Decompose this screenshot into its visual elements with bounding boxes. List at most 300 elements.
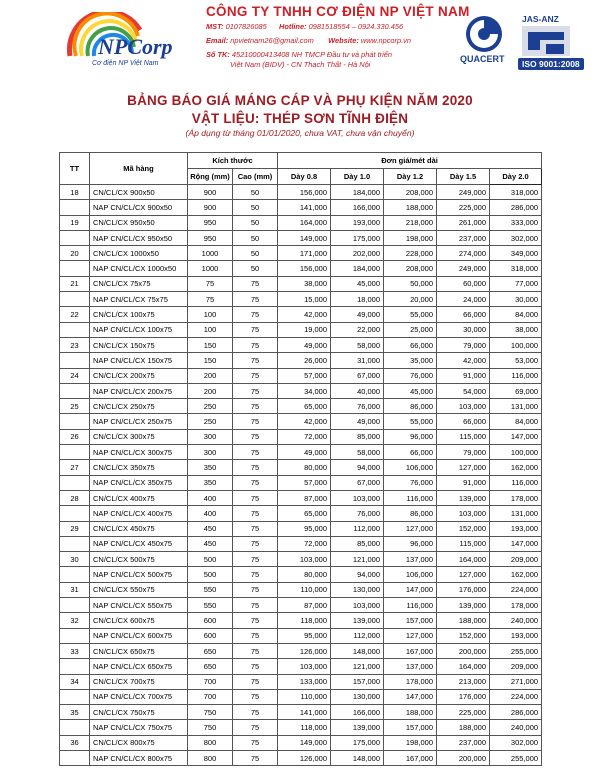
price-cell: 100,000 xyxy=(490,445,542,460)
price-cell: 209,000 xyxy=(490,659,542,674)
table-row xyxy=(60,292,542,307)
height-value: 75 xyxy=(233,337,278,352)
table-row xyxy=(60,750,542,765)
row-number: 35 xyxy=(60,705,90,720)
price-cell: 302,000 xyxy=(490,735,542,750)
price-cell: 175,000 xyxy=(331,230,384,245)
row-number xyxy=(60,506,90,521)
price-cell: 286,000 xyxy=(490,200,542,215)
table-row xyxy=(60,705,542,720)
price-cell: 38,000 xyxy=(490,322,542,337)
height-value: 75 xyxy=(233,598,278,613)
width-value: 200 xyxy=(188,383,233,398)
price-cell: 116,000 xyxy=(490,368,542,383)
price-cell: 95,000 xyxy=(278,628,331,643)
price-cell: 141,000 xyxy=(278,200,331,215)
price-cell: 141,000 xyxy=(278,705,331,720)
price-cell: 86,000 xyxy=(384,399,437,414)
height-value: 75 xyxy=(233,735,278,750)
price-cell: 103,000 xyxy=(278,552,331,567)
table-row xyxy=(60,567,542,582)
email-value: npvietnam26@gmail.com xyxy=(230,36,314,45)
width-value: 250 xyxy=(188,399,233,414)
price-cell: 237,000 xyxy=(437,735,490,750)
price-table xyxy=(59,152,542,766)
contact-line-2: Email: npvietnam26@gmail.com Website: www.npcorp.vn xyxy=(206,36,411,45)
table-row xyxy=(60,720,542,735)
width-value: 300 xyxy=(188,429,233,444)
price-cell: 133,000 xyxy=(278,674,331,689)
price-cell: 152,000 xyxy=(437,521,490,536)
price-cell: 255,000 xyxy=(490,750,542,765)
price-cell: 147,000 xyxy=(384,689,437,704)
product-code: NAP CN/CL/CX 500x75 xyxy=(90,567,188,582)
price-cell: 38,000 xyxy=(278,276,331,291)
price-cell: 66,000 xyxy=(437,307,490,322)
price-cell: 126,000 xyxy=(278,750,331,765)
row-number: 22 xyxy=(60,307,90,322)
height-value: 75 xyxy=(233,552,278,567)
table-row xyxy=(60,276,542,291)
price-cell: 188,000 xyxy=(384,200,437,215)
price-cell: 202,000 xyxy=(331,246,384,261)
height-value: 75 xyxy=(233,368,278,383)
price-cell: 53,000 xyxy=(490,353,542,368)
table-row xyxy=(60,368,542,383)
table-row xyxy=(60,674,542,689)
price-cell: 103,000 xyxy=(278,659,331,674)
width-value: 550 xyxy=(188,582,233,597)
table-row xyxy=(60,613,542,628)
price-cell: 103,000 xyxy=(437,506,490,521)
price-cell: 240,000 xyxy=(490,720,542,735)
table-row xyxy=(60,261,542,276)
height-value: 75 xyxy=(233,292,278,307)
width-value: 600 xyxy=(188,613,233,628)
price-cell: 188,000 xyxy=(437,720,490,735)
header-thickness: Dày 0.8 xyxy=(278,169,331,185)
product-code: NAP CN/CL/CX 400x75 xyxy=(90,506,188,521)
price-cell: 162,000 xyxy=(490,460,542,475)
row-number: 19 xyxy=(60,215,90,230)
price-cell: 139,000 xyxy=(437,490,490,505)
contact-line-1: MST: 0107826085 Hotline: 0981518554 – 0924.330.456 xyxy=(206,22,404,31)
price-cell: 55,000 xyxy=(384,307,437,322)
company-name: CÔNG TY TNHH CƠ ĐIỆN NP VIỆT NAM xyxy=(206,4,470,19)
price-cell: 209,000 xyxy=(490,552,542,567)
row-number xyxy=(60,750,90,765)
price-cell: 167,000 xyxy=(384,750,437,765)
price-cell: 147,000 xyxy=(490,429,542,444)
product-code: CN/CL/CX 350x75 xyxy=(90,460,188,475)
width-value: 1000 xyxy=(188,246,233,261)
price-cell: 166,000 xyxy=(331,200,384,215)
height-value: 75 xyxy=(233,536,278,551)
product-code: NAP CN/CL/CX 550x75 xyxy=(90,598,188,613)
width-value: 150 xyxy=(188,337,233,352)
width-value: 600 xyxy=(188,628,233,643)
product-code: NAP CN/CL/CX 200x75 xyxy=(90,383,188,398)
table-row xyxy=(60,582,542,597)
table-row xyxy=(60,460,542,475)
width-value: 700 xyxy=(188,689,233,704)
bank-line-1: Số TK: 45210000413408 NH TMCP Đầu tư và phát triển xyxy=(206,50,392,59)
row-number: 33 xyxy=(60,643,90,658)
price-cell: 333,000 xyxy=(490,215,542,230)
width-value: 950 xyxy=(188,230,233,245)
price-cell: 131,000 xyxy=(490,399,542,414)
height-value: 75 xyxy=(233,276,278,291)
row-number xyxy=(60,200,90,215)
height-value: 75 xyxy=(233,460,278,475)
price-cell: 178,000 xyxy=(490,598,542,613)
row-number: 32 xyxy=(60,613,90,628)
row-number xyxy=(60,720,90,735)
height-value: 75 xyxy=(233,643,278,658)
height-value: 75 xyxy=(233,674,278,689)
row-number: 20 xyxy=(60,246,90,261)
price-cell: 26,000 xyxy=(278,353,331,368)
height-value: 75 xyxy=(233,567,278,582)
price-cell: 67,000 xyxy=(331,368,384,383)
price-cell: 156,000 xyxy=(278,261,331,276)
price-cell: 18,000 xyxy=(331,292,384,307)
table-row xyxy=(60,598,542,613)
product-code: CN/CL/CX 700x75 xyxy=(90,674,188,689)
price-cell: 184,000 xyxy=(331,185,384,200)
price-cell: 112,000 xyxy=(331,628,384,643)
price-cell: 116,000 xyxy=(384,598,437,613)
price-cell: 171,000 xyxy=(278,246,331,261)
row-number xyxy=(60,322,90,337)
price-cell: 110,000 xyxy=(278,689,331,704)
product-code: CN/CL/CX 450x75 xyxy=(90,521,188,536)
height-value: 75 xyxy=(233,414,278,429)
price-cell: 147,000 xyxy=(490,536,542,551)
product-code: NAP CN/CL/CX 750x75 xyxy=(90,720,188,735)
price-cell: 318,000 xyxy=(490,261,542,276)
price-cell: 19,000 xyxy=(278,322,331,337)
price-cell: 20,000 xyxy=(384,292,437,307)
price-cell: 66,000 xyxy=(384,337,437,352)
table-row xyxy=(60,383,542,398)
price-cell: 218,000 xyxy=(384,215,437,230)
price-cell: 40,000 xyxy=(331,383,384,398)
price-cell: 58,000 xyxy=(331,445,384,460)
row-number xyxy=(60,414,90,429)
price-cell: 54,000 xyxy=(437,383,490,398)
width-value: 900 xyxy=(188,200,233,215)
product-code: CN/CL/CX 250x75 xyxy=(90,399,188,414)
height-value: 75 xyxy=(233,429,278,444)
height-value: 75 xyxy=(233,490,278,505)
price-cell: 157,000 xyxy=(331,674,384,689)
price-cell: 274,000 xyxy=(437,246,490,261)
width-value: 250 xyxy=(188,414,233,429)
product-code: NAP CN/CL/CX 1000x50 xyxy=(90,261,188,276)
price-cell: 49,000 xyxy=(331,414,384,429)
price-cell: 94,000 xyxy=(331,567,384,582)
price-cell: 184,000 xyxy=(331,261,384,276)
price-cell: 15,000 xyxy=(278,292,331,307)
width-value: 950 xyxy=(188,215,233,230)
width-value: 900 xyxy=(188,185,233,200)
price-cell: 208,000 xyxy=(384,185,437,200)
price-cell: 148,000 xyxy=(331,750,384,765)
height-value: 75 xyxy=(233,399,278,414)
price-cell: 137,000 xyxy=(384,659,437,674)
width-value: 650 xyxy=(188,659,233,674)
price-cell: 131,000 xyxy=(490,506,542,521)
product-code: CN/CL/CX 200x75 xyxy=(90,368,188,383)
row-number xyxy=(60,475,90,490)
price-cell: 116,000 xyxy=(490,475,542,490)
price-cell: 84,000 xyxy=(490,414,542,429)
width-value: 650 xyxy=(188,643,233,658)
width-value: 75 xyxy=(188,276,233,291)
price-cell: 86,000 xyxy=(384,506,437,521)
price-cell: 49,000 xyxy=(278,337,331,352)
header-height: Cao (mm) xyxy=(233,169,278,185)
price-cell: 126,000 xyxy=(278,643,331,658)
price-cell: 30,000 xyxy=(490,292,542,307)
price-cell: 45,000 xyxy=(384,383,437,398)
price-cell: 224,000 xyxy=(490,582,542,597)
product-code: CN/CL/CX 550x75 xyxy=(90,582,188,597)
width-value: 500 xyxy=(188,552,233,567)
price-cell: 175,000 xyxy=(331,735,384,750)
height-value: 50 xyxy=(233,215,278,230)
price-cell: 198,000 xyxy=(384,230,437,245)
product-code: CN/CL/CX 400x75 xyxy=(90,490,188,505)
height-value: 75 xyxy=(233,720,278,735)
table-row xyxy=(60,689,542,704)
price-cell: 76,000 xyxy=(384,475,437,490)
price-cell: 80,000 xyxy=(278,567,331,582)
row-number xyxy=(60,536,90,551)
price-cell: 148,000 xyxy=(331,643,384,658)
mst-value: 0107826085 xyxy=(225,22,267,31)
price-cell: 118,000 xyxy=(278,720,331,735)
price-cell: 91,000 xyxy=(437,475,490,490)
table-row xyxy=(60,643,542,658)
width-value: 450 xyxy=(188,536,233,551)
price-cell: 237,000 xyxy=(437,230,490,245)
table-row xyxy=(60,628,542,643)
product-code: CN/CL/CX 600x75 xyxy=(90,613,188,628)
price-cell: 193,000 xyxy=(490,628,542,643)
price-cell: 127,000 xyxy=(437,460,490,475)
price-cell: 208,000 xyxy=(384,261,437,276)
price-cell: 58,000 xyxy=(331,337,384,352)
height-value: 50 xyxy=(233,261,278,276)
height-value: 75 xyxy=(233,613,278,628)
price-cell: 137,000 xyxy=(384,552,437,567)
table-row xyxy=(60,735,542,750)
product-code: NAP CN/CL/CX 650x75 xyxy=(90,659,188,674)
height-value: 50 xyxy=(233,200,278,215)
row-number xyxy=(60,567,90,582)
row-number: 24 xyxy=(60,368,90,383)
price-cell: 76,000 xyxy=(331,506,384,521)
quacert-iso-badge xyxy=(456,10,586,72)
price-cell: 178,000 xyxy=(490,490,542,505)
product-code: CN/CL/CX 650x75 xyxy=(90,643,188,658)
price-cell: 31,000 xyxy=(331,353,384,368)
row-number: 27 xyxy=(60,460,90,475)
table-row xyxy=(60,399,542,414)
price-cell: 176,000 xyxy=(437,689,490,704)
height-value: 50 xyxy=(233,246,278,261)
row-number: 34 xyxy=(60,674,90,689)
price-cell: 121,000 xyxy=(331,659,384,674)
price-cell: 85,000 xyxy=(331,429,384,444)
table-row xyxy=(60,536,542,551)
price-cell: 249,000 xyxy=(437,185,490,200)
table-row xyxy=(60,490,542,505)
price-cell: 85,000 xyxy=(331,536,384,551)
width-value: 350 xyxy=(188,475,233,490)
row-number xyxy=(60,659,90,674)
row-number: 21 xyxy=(60,276,90,291)
header-thickness-selected: Dày 2.0 xyxy=(490,169,542,185)
price-cell: 22,000 xyxy=(331,322,384,337)
table-row xyxy=(60,215,542,230)
price-cell: 164,000 xyxy=(278,215,331,230)
table-row xyxy=(60,337,542,352)
row-number xyxy=(60,598,90,613)
height-value: 75 xyxy=(233,689,278,704)
price-cell: 139,000 xyxy=(331,720,384,735)
price-cell: 76,000 xyxy=(384,368,437,383)
height-value: 75 xyxy=(233,475,278,490)
table-row xyxy=(60,659,542,674)
table-row xyxy=(60,185,542,200)
price-cell: 225,000 xyxy=(437,705,490,720)
row-number: 26 xyxy=(60,429,90,444)
width-value: 500 xyxy=(188,567,233,582)
price-cell: 66,000 xyxy=(437,414,490,429)
price-cell: 224,000 xyxy=(490,689,542,704)
product-code: NAP CN/CL/CX 350x75 xyxy=(90,475,188,490)
price-cell: 69,000 xyxy=(490,383,542,398)
row-number: 18 xyxy=(60,185,90,200)
product-code: NAP CN/CL/CX 300x75 xyxy=(90,445,188,460)
product-code: CN/CL/CX 750x75 xyxy=(90,705,188,720)
price-cell: 95,000 xyxy=(278,521,331,536)
price-cell: 45,000 xyxy=(331,276,384,291)
price-cell: 167,000 xyxy=(384,643,437,658)
product-code: NAP CN/CL/CX 75x75 xyxy=(90,292,188,307)
table-row xyxy=(60,307,542,322)
height-value: 50 xyxy=(233,185,278,200)
cert-brand-label: QUACERT xyxy=(460,54,505,64)
row-number: 25 xyxy=(60,399,90,414)
price-cell: 200,000 xyxy=(437,643,490,658)
price-cell: 240,000 xyxy=(490,613,542,628)
price-cell: 112,000 xyxy=(331,521,384,536)
product-code: NAP CN/CL/CX 900x50 xyxy=(90,200,188,215)
table-row xyxy=(60,521,542,536)
price-cell: 80,000 xyxy=(278,460,331,475)
height-value: 75 xyxy=(233,582,278,597)
price-cell: 100,000 xyxy=(490,337,542,352)
header-thickness: Dày 1.0 xyxy=(331,169,384,185)
header-thickness: Dày 1.2 xyxy=(384,169,437,185)
width-value: 150 xyxy=(188,353,233,368)
width-value: 550 xyxy=(188,598,233,613)
width-value: 75 xyxy=(188,292,233,307)
table-row xyxy=(60,230,542,245)
product-code: CN/CL/CX 1000x50 xyxy=(90,246,188,261)
hotline-value: 0981518554 – 0924.330.456 xyxy=(308,22,404,31)
width-value: 100 xyxy=(188,322,233,337)
price-cell: 200,000 xyxy=(437,750,490,765)
row-number xyxy=(60,445,90,460)
height-value: 75 xyxy=(233,506,278,521)
price-cell: 271,000 xyxy=(490,674,542,689)
price-cell: 103,000 xyxy=(437,399,490,414)
price-cell: 57,000 xyxy=(278,368,331,383)
product-code: CN/CL/CX 100x75 xyxy=(90,307,188,322)
width-value: 450 xyxy=(188,521,233,536)
product-code: NAP CN/CL/CX 600x75 xyxy=(90,628,188,643)
row-number: 31 xyxy=(60,582,90,597)
width-value: 350 xyxy=(188,460,233,475)
price-cell: 147,000 xyxy=(384,582,437,597)
width-value: 100 xyxy=(188,307,233,322)
row-number xyxy=(60,292,90,307)
price-cell: 72,000 xyxy=(278,536,331,551)
product-code: CN/CL/CX 75x75 xyxy=(90,276,188,291)
table-row xyxy=(60,506,542,521)
price-cell: 60,000 xyxy=(437,276,490,291)
price-cell: 255,000 xyxy=(490,643,542,658)
price-cell: 67,000 xyxy=(331,475,384,490)
row-number xyxy=(60,628,90,643)
row-number: 23 xyxy=(60,337,90,352)
price-cell: 188,000 xyxy=(437,613,490,628)
width-value: 400 xyxy=(188,490,233,505)
price-cell: 130,000 xyxy=(331,582,384,597)
price-cell: 87,000 xyxy=(278,598,331,613)
price-cell: 127,000 xyxy=(384,628,437,643)
row-number: 29 xyxy=(60,521,90,536)
table-row xyxy=(60,552,542,567)
price-cell: 79,000 xyxy=(437,445,490,460)
logo-tagline: Cơ điện NP Việt Nam xyxy=(92,60,159,67)
width-value: 750 xyxy=(188,705,233,720)
price-cell: 188,000 xyxy=(384,705,437,720)
price-cell: 25,000 xyxy=(384,322,437,337)
price-cell: 76,000 xyxy=(331,399,384,414)
price-cell: 24,000 xyxy=(437,292,490,307)
table-row xyxy=(60,414,542,429)
website-value: www.npcorp.vn xyxy=(360,36,411,45)
product-code: NAP CN/CL/CX 250x75 xyxy=(90,414,188,429)
price-cell: 110,000 xyxy=(278,582,331,597)
price-cell: 96,000 xyxy=(384,536,437,551)
header-thickness: Dày 1.5 xyxy=(437,169,490,185)
price-cell: 96,000 xyxy=(384,429,437,444)
price-cell: 178,000 xyxy=(384,674,437,689)
width-value: 800 xyxy=(188,735,233,750)
price-cell: 49,000 xyxy=(278,445,331,460)
price-cell: 42,000 xyxy=(437,353,490,368)
height-value: 75 xyxy=(233,383,278,398)
cert-jas-label: JAS-ANZ xyxy=(522,14,559,24)
price-cell: 157,000 xyxy=(384,613,437,628)
